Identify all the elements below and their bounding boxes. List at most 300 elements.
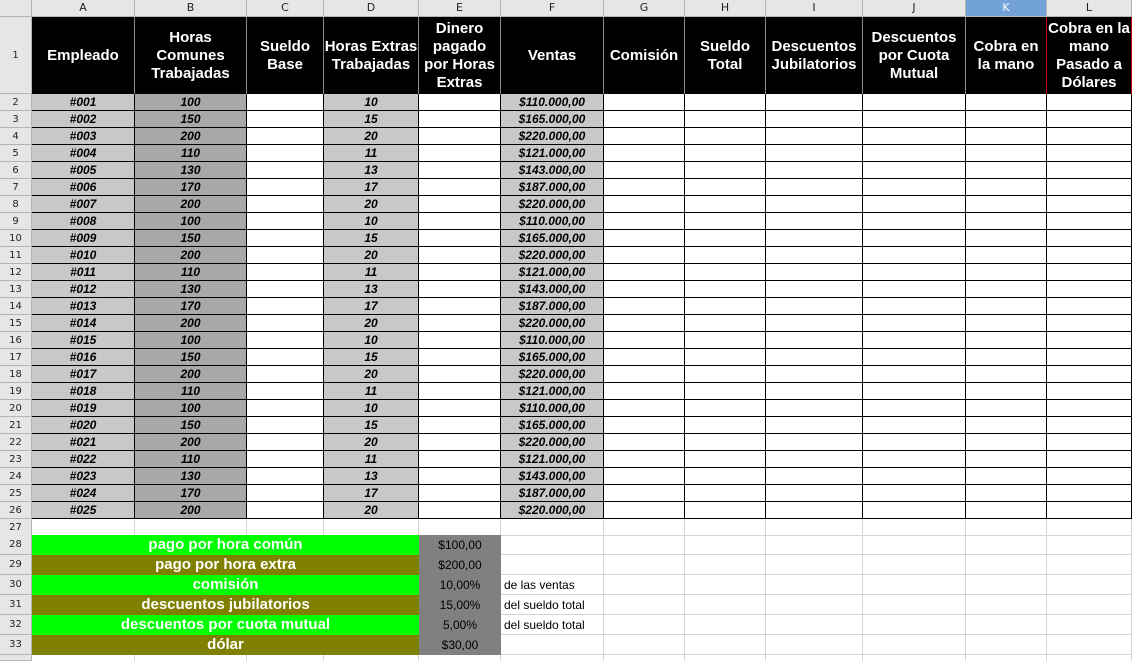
data-cell-h6[interactable] (685, 162, 766, 179)
data-cell-f5[interactable]: $121.000,00 (501, 145, 604, 162)
data-cell-f18[interactable]: $220.000,00 (501, 366, 604, 383)
data-cell-a3[interactable]: #002 (32, 111, 135, 128)
param-note[interactable]: de las ventas (504, 578, 575, 592)
data-cell-b25[interactable]: 170 (135, 485, 247, 502)
data-cell-g22[interactable] (604, 434, 685, 451)
data-cell-a10[interactable]: #009 (32, 230, 135, 247)
data-cell-i23[interactable] (766, 451, 863, 468)
header-cell-j[interactable]: Descuentos por Cuota Mutual (863, 17, 966, 94)
data-cell-a15[interactable]: #014 (32, 315, 135, 332)
data-cell-i17[interactable] (766, 349, 863, 366)
data-cell-g18[interactable] (604, 366, 685, 383)
data-cell-g10[interactable] (604, 230, 685, 247)
param-value[interactable]: 10,00% (419, 575, 501, 595)
data-cell-g23[interactable] (604, 451, 685, 468)
data-cell-j22[interactable] (863, 434, 966, 451)
data-cell-a5[interactable]: #004 (32, 145, 135, 162)
data-cell-f8[interactable]: $220.000,00 (501, 196, 604, 213)
data-cell-b15[interactable]: 200 (135, 315, 247, 332)
data-cell-h4[interactable] (685, 128, 766, 145)
data-cell-e19[interactable] (419, 383, 501, 400)
data-cell-l16[interactable] (1047, 332, 1132, 349)
data-cell-g25[interactable] (604, 485, 685, 502)
data-cell-a22[interactable]: #021 (32, 434, 135, 451)
row-header-18[interactable]: 18 (0, 366, 32, 383)
data-cell-h24[interactable] (685, 468, 766, 485)
data-cell-a4[interactable]: #003 (32, 128, 135, 145)
data-cell-l3[interactable] (1047, 111, 1132, 128)
data-cell-h19[interactable] (685, 383, 766, 400)
param-label[interactable]: dólar (32, 635, 419, 655)
row-header-13[interactable]: 13 (0, 281, 32, 298)
data-cell-i24[interactable] (766, 468, 863, 485)
data-cell-h11[interactable] (685, 247, 766, 264)
data-cell-k13[interactable] (966, 281, 1047, 298)
data-cell-k2[interactable] (966, 94, 1047, 111)
data-cell-k14[interactable] (966, 298, 1047, 315)
data-cell-a18[interactable]: #017 (32, 366, 135, 383)
data-cell-l12[interactable] (1047, 264, 1132, 281)
data-cell-b7[interactable]: 170 (135, 179, 247, 196)
data-cell-h9[interactable] (685, 213, 766, 230)
param-label[interactable]: comisión (32, 575, 419, 595)
data-cell-d19[interactable]: 11 (324, 383, 419, 400)
data-cell-l5[interactable] (1047, 145, 1132, 162)
param-label[interactable]: descuentos jubilatorios (32, 595, 419, 615)
data-cell-a7[interactable]: #006 (32, 179, 135, 196)
data-cell-f12[interactable]: $121.000,00 (501, 264, 604, 281)
data-cell-f24[interactable]: $143.000,00 (501, 468, 604, 485)
data-cell-d12[interactable]: 11 (324, 264, 419, 281)
header-cell-h[interactable]: Sueldo Total (685, 17, 766, 94)
row-header-34[interactable] (0, 655, 32, 661)
data-cell-a17[interactable]: #016 (32, 349, 135, 366)
data-cell-b18[interactable]: 200 (135, 366, 247, 383)
row-header-3[interactable]: 3 (0, 111, 32, 128)
header-cell-g[interactable]: Comisión (604, 17, 685, 94)
data-cell-i21[interactable] (766, 417, 863, 434)
data-cell-j7[interactable] (863, 179, 966, 196)
data-cell-j24[interactable] (863, 468, 966, 485)
column-header-f[interactable]: F (501, 0, 604, 17)
data-cell-g16[interactable] (604, 332, 685, 349)
data-cell-i5[interactable] (766, 145, 863, 162)
data-cell-g12[interactable] (604, 264, 685, 281)
data-cell-b3[interactable]: 150 (135, 111, 247, 128)
data-cell-d15[interactable]: 20 (324, 315, 419, 332)
data-cell-e17[interactable] (419, 349, 501, 366)
header-cell-k[interactable]: Cobra en la mano (966, 17, 1047, 94)
data-cell-k19[interactable] (966, 383, 1047, 400)
data-cell-f11[interactable]: $220.000,00 (501, 247, 604, 264)
column-header-c[interactable]: C (247, 0, 324, 17)
data-cell-b22[interactable]: 200 (135, 434, 247, 451)
data-cell-g3[interactable] (604, 111, 685, 128)
data-cell-h25[interactable] (685, 485, 766, 502)
data-cell-h23[interactable] (685, 451, 766, 468)
data-cell-h16[interactable] (685, 332, 766, 349)
data-cell-l26[interactable] (1047, 502, 1132, 519)
data-cell-j16[interactable] (863, 332, 966, 349)
data-cell-a16[interactable]: #015 (32, 332, 135, 349)
data-cell-e21[interactable] (419, 417, 501, 434)
data-cell-d20[interactable]: 10 (324, 400, 419, 417)
header-cell-a[interactable]: Empleado (32, 17, 135, 94)
data-cell-f4[interactable]: $220.000,00 (501, 128, 604, 145)
row-header-21[interactable]: 21 (0, 417, 32, 434)
data-cell-l10[interactable] (1047, 230, 1132, 247)
data-cell-f10[interactable]: $165.000,00 (501, 230, 604, 247)
param-value[interactable]: 5,00% (419, 615, 501, 635)
data-cell-d14[interactable]: 17 (324, 298, 419, 315)
data-cell-g9[interactable] (604, 213, 685, 230)
data-cell-k15[interactable] (966, 315, 1047, 332)
row-header-2[interactable]: 2 (0, 94, 32, 111)
data-cell-a21[interactable]: #020 (32, 417, 135, 434)
data-cell-k25[interactable] (966, 485, 1047, 502)
data-cell-i2[interactable] (766, 94, 863, 111)
column-header-a[interactable]: A (32, 0, 135, 17)
data-cell-l11[interactable] (1047, 247, 1132, 264)
data-cell-i10[interactable] (766, 230, 863, 247)
data-cell-f19[interactable]: $121.000,00 (501, 383, 604, 400)
row-header-12[interactable]: 12 (0, 264, 32, 281)
data-cell-g15[interactable] (604, 315, 685, 332)
data-cell-k26[interactable] (966, 502, 1047, 519)
data-cell-k22[interactable] (966, 434, 1047, 451)
data-cell-i25[interactable] (766, 485, 863, 502)
data-cell-i18[interactable] (766, 366, 863, 383)
data-cell-b12[interactable]: 110 (135, 264, 247, 281)
data-cell-h21[interactable] (685, 417, 766, 434)
data-cell-c23[interactable] (247, 451, 324, 468)
data-cell-b11[interactable]: 200 (135, 247, 247, 264)
data-cell-k21[interactable] (966, 417, 1047, 434)
column-header-k[interactable]: K (966, 0, 1047, 17)
data-cell-b9[interactable]: 100 (135, 213, 247, 230)
column-header-e[interactable]: E (419, 0, 501, 17)
data-cell-d9[interactable]: 10 (324, 213, 419, 230)
data-cell-j3[interactable] (863, 111, 966, 128)
data-cell-b16[interactable]: 100 (135, 332, 247, 349)
column-header-d[interactable]: D (324, 0, 419, 17)
data-cell-b20[interactable]: 100 (135, 400, 247, 417)
data-cell-c13[interactable] (247, 281, 324, 298)
data-cell-h7[interactable] (685, 179, 766, 196)
row-header-24[interactable]: 24 (0, 468, 32, 485)
data-cell-e22[interactable] (419, 434, 501, 451)
data-cell-k18[interactable] (966, 366, 1047, 383)
data-cell-j21[interactable] (863, 417, 966, 434)
header-cell-d[interactable]: Horas Extras Trabajadas (324, 17, 419, 94)
data-cell-j10[interactable] (863, 230, 966, 247)
data-cell-k9[interactable] (966, 213, 1047, 230)
data-cell-h26[interactable] (685, 502, 766, 519)
data-cell-d7[interactable]: 17 (324, 179, 419, 196)
data-cell-a20[interactable]: #019 (32, 400, 135, 417)
data-cell-h20[interactable] (685, 400, 766, 417)
data-cell-c3[interactable] (247, 111, 324, 128)
row-header-23[interactable]: 23 (0, 451, 32, 468)
data-cell-e8[interactable] (419, 196, 501, 213)
data-cell-l23[interactable] (1047, 451, 1132, 468)
data-cell-g8[interactable] (604, 196, 685, 213)
data-cell-f9[interactable]: $110.000,00 (501, 213, 604, 230)
data-cell-c4[interactable] (247, 128, 324, 145)
row-header-7[interactable]: 7 (0, 179, 32, 196)
data-cell-h14[interactable] (685, 298, 766, 315)
data-cell-c26[interactable] (247, 502, 324, 519)
select-all-corner[interactable] (0, 0, 32, 17)
data-cell-c11[interactable] (247, 247, 324, 264)
data-cell-a6[interactable]: #005 (32, 162, 135, 179)
data-cell-g4[interactable] (604, 128, 685, 145)
data-cell-b13[interactable]: 130 (135, 281, 247, 298)
param-note[interactable]: del sueldo total (504, 598, 585, 612)
data-cell-e2[interactable] (419, 94, 501, 111)
data-cell-k6[interactable] (966, 162, 1047, 179)
data-cell-a13[interactable]: #012 (32, 281, 135, 298)
row-header-6[interactable]: 6 (0, 162, 32, 179)
data-cell-c15[interactable] (247, 315, 324, 332)
column-header-h[interactable]: H (685, 0, 766, 17)
data-cell-k7[interactable] (966, 179, 1047, 196)
data-cell-g13[interactable] (604, 281, 685, 298)
data-cell-g21[interactable] (604, 417, 685, 434)
data-cell-h10[interactable] (685, 230, 766, 247)
data-cell-b19[interactable]: 110 (135, 383, 247, 400)
row-header-1[interactable]: 1 (0, 17, 32, 94)
data-cell-c17[interactable] (247, 349, 324, 366)
data-cell-j8[interactable] (863, 196, 966, 213)
data-cell-l2[interactable] (1047, 94, 1132, 111)
data-cell-d4[interactable]: 20 (324, 128, 419, 145)
data-cell-b6[interactable]: 130 (135, 162, 247, 179)
header-cell-e[interactable]: Dinero pagado por Horas Extras (419, 17, 501, 94)
param-value[interactable]: $200,00 (419, 555, 501, 575)
data-cell-i8[interactable] (766, 196, 863, 213)
data-cell-g5[interactable] (604, 145, 685, 162)
data-cell-j13[interactable] (863, 281, 966, 298)
data-cell-l7[interactable] (1047, 179, 1132, 196)
data-cell-f13[interactable]: $143.000,00 (501, 281, 604, 298)
data-cell-k23[interactable] (966, 451, 1047, 468)
data-cell-i16[interactable] (766, 332, 863, 349)
data-cell-l25[interactable] (1047, 485, 1132, 502)
data-cell-a24[interactable]: #023 (32, 468, 135, 485)
data-cell-k20[interactable] (966, 400, 1047, 417)
data-cell-d23[interactable]: 11 (324, 451, 419, 468)
data-cell-i4[interactable] (766, 128, 863, 145)
row-header-17[interactable]: 17 (0, 349, 32, 366)
data-cell-e11[interactable] (419, 247, 501, 264)
data-cell-j6[interactable] (863, 162, 966, 179)
data-cell-c7[interactable] (247, 179, 324, 196)
row-header-22[interactable]: 22 (0, 434, 32, 451)
data-cell-h18[interactable] (685, 366, 766, 383)
data-cell-b23[interactable]: 110 (135, 451, 247, 468)
row-header-5[interactable]: 5 (0, 145, 32, 162)
data-cell-e13[interactable] (419, 281, 501, 298)
data-cell-f25[interactable]: $187.000,00 (501, 485, 604, 502)
data-cell-h17[interactable] (685, 349, 766, 366)
data-cell-c5[interactable] (247, 145, 324, 162)
data-cell-b10[interactable]: 150 (135, 230, 247, 247)
header-cell-i[interactable]: Descuentos Jubilatorios (766, 17, 863, 94)
data-cell-j18[interactable] (863, 366, 966, 383)
data-cell-d17[interactable]: 15 (324, 349, 419, 366)
data-cell-g6[interactable] (604, 162, 685, 179)
data-cell-e23[interactable] (419, 451, 501, 468)
data-cell-e20[interactable] (419, 400, 501, 417)
data-cell-b4[interactable]: 200 (135, 128, 247, 145)
data-cell-f15[interactable]: $220.000,00 (501, 315, 604, 332)
data-cell-c12[interactable] (247, 264, 324, 281)
data-cell-c8[interactable] (247, 196, 324, 213)
header-cell-f[interactable]: Ventas (501, 17, 604, 94)
data-cell-l13[interactable] (1047, 281, 1132, 298)
data-cell-l22[interactable] (1047, 434, 1132, 451)
data-cell-k17[interactable] (966, 349, 1047, 366)
data-cell-l21[interactable] (1047, 417, 1132, 434)
row-header-15[interactable]: 15 (0, 315, 32, 332)
data-cell-j23[interactable] (863, 451, 966, 468)
row-header-29[interactable]: 29 (0, 555, 32, 575)
data-cell-a11[interactable]: #010 (32, 247, 135, 264)
data-cell-k3[interactable] (966, 111, 1047, 128)
data-cell-l19[interactable] (1047, 383, 1132, 400)
data-cell-g19[interactable] (604, 383, 685, 400)
data-cell-d13[interactable]: 13 (324, 281, 419, 298)
data-cell-e10[interactable] (419, 230, 501, 247)
data-cell-c20[interactable] (247, 400, 324, 417)
data-cell-f16[interactable]: $110.000,00 (501, 332, 604, 349)
data-cell-j20[interactable] (863, 400, 966, 417)
row-header-27[interactable]: 27 (0, 519, 32, 536)
data-cell-d3[interactable]: 15 (324, 111, 419, 128)
data-cell-a25[interactable]: #024 (32, 485, 135, 502)
data-cell-k16[interactable] (966, 332, 1047, 349)
data-cell-a23[interactable]: #022 (32, 451, 135, 468)
data-cell-d6[interactable]: 13 (324, 162, 419, 179)
column-header-l[interactable]: L (1047, 0, 1132, 17)
data-cell-k11[interactable] (966, 247, 1047, 264)
column-header-b[interactable]: B (135, 0, 247, 17)
data-cell-g20[interactable] (604, 400, 685, 417)
data-cell-f23[interactable]: $121.000,00 (501, 451, 604, 468)
data-cell-a26[interactable]: #025 (32, 502, 135, 519)
data-cell-h12[interactable] (685, 264, 766, 281)
param-value[interactable]: $100,00 (419, 535, 501, 555)
column-header-j[interactable]: J (863, 0, 966, 17)
data-cell-i20[interactable] (766, 400, 863, 417)
data-cell-e3[interactable] (419, 111, 501, 128)
row-header-33[interactable]: 33 (0, 635, 32, 655)
data-cell-e15[interactable] (419, 315, 501, 332)
column-header-i[interactable]: I (766, 0, 863, 17)
data-cell-i6[interactable] (766, 162, 863, 179)
row-header-26[interactable]: 26 (0, 502, 32, 519)
param-value[interactable]: $30,00 (419, 635, 501, 655)
data-cell-k8[interactable] (966, 196, 1047, 213)
param-note[interactable]: del sueldo total (504, 618, 585, 632)
data-cell-k24[interactable] (966, 468, 1047, 485)
data-cell-i14[interactable] (766, 298, 863, 315)
data-cell-d22[interactable]: 20 (324, 434, 419, 451)
data-cell-d18[interactable]: 20 (324, 366, 419, 383)
data-cell-d25[interactable]: 17 (324, 485, 419, 502)
data-cell-f3[interactable]: $165.000,00 (501, 111, 604, 128)
data-cell-f20[interactable]: $110.000,00 (501, 400, 604, 417)
data-cell-b21[interactable]: 150 (135, 417, 247, 434)
data-cell-j12[interactable] (863, 264, 966, 281)
data-cell-d5[interactable]: 11 (324, 145, 419, 162)
data-cell-g2[interactable] (604, 94, 685, 111)
param-label[interactable]: descuentos por cuota mutual (32, 615, 419, 635)
row-header-11[interactable]: 11 (0, 247, 32, 264)
data-cell-e12[interactable] (419, 264, 501, 281)
data-cell-e24[interactable] (419, 468, 501, 485)
row-header-19[interactable]: 19 (0, 383, 32, 400)
data-cell-h8[interactable] (685, 196, 766, 213)
data-cell-l17[interactable] (1047, 349, 1132, 366)
data-cell-j25[interactable] (863, 485, 966, 502)
data-cell-i3[interactable] (766, 111, 863, 128)
data-cell-j19[interactable] (863, 383, 966, 400)
data-cell-j2[interactable] (863, 94, 966, 111)
data-cell-b24[interactable]: 130 (135, 468, 247, 485)
data-cell-e26[interactable] (419, 502, 501, 519)
data-cell-k5[interactable] (966, 145, 1047, 162)
data-cell-f21[interactable]: $165.000,00 (501, 417, 604, 434)
data-cell-d26[interactable]: 20 (324, 502, 419, 519)
data-cell-a2[interactable]: #001 (32, 94, 135, 111)
data-cell-d16[interactable]: 10 (324, 332, 419, 349)
data-cell-f22[interactable]: $220.000,00 (501, 434, 604, 451)
data-cell-e9[interactable] (419, 213, 501, 230)
data-cell-g7[interactable] (604, 179, 685, 196)
data-cell-b17[interactable]: 150 (135, 349, 247, 366)
data-cell-f26[interactable]: $220.000,00 (501, 502, 604, 519)
data-cell-d10[interactable]: 15 (324, 230, 419, 247)
row-header-14[interactable]: 14 (0, 298, 32, 315)
data-cell-c19[interactable] (247, 383, 324, 400)
data-cell-h13[interactable] (685, 281, 766, 298)
column-header-g[interactable]: G (604, 0, 685, 17)
data-cell-c24[interactable] (247, 468, 324, 485)
data-cell-a8[interactable]: #007 (32, 196, 135, 213)
data-cell-h5[interactable] (685, 145, 766, 162)
row-header-25[interactable]: 25 (0, 485, 32, 502)
data-cell-i11[interactable] (766, 247, 863, 264)
data-cell-j15[interactable] (863, 315, 966, 332)
data-cell-i12[interactable] (766, 264, 863, 281)
row-header-10[interactable]: 10 (0, 230, 32, 247)
data-cell-l8[interactable] (1047, 196, 1132, 213)
data-cell-c6[interactable] (247, 162, 324, 179)
data-cell-j5[interactable] (863, 145, 966, 162)
data-cell-e4[interactable] (419, 128, 501, 145)
data-cell-j14[interactable] (863, 298, 966, 315)
data-cell-e7[interactable] (419, 179, 501, 196)
row-header-32[interactable]: 32 (0, 615, 32, 635)
data-cell-k10[interactable] (966, 230, 1047, 247)
data-cell-f17[interactable]: $165.000,00 (501, 349, 604, 366)
header-cell-c[interactable]: Sueldo Base (247, 17, 324, 94)
data-cell-d21[interactable]: 15 (324, 417, 419, 434)
row-header-31[interactable]: 31 (0, 595, 32, 615)
data-cell-i15[interactable] (766, 315, 863, 332)
